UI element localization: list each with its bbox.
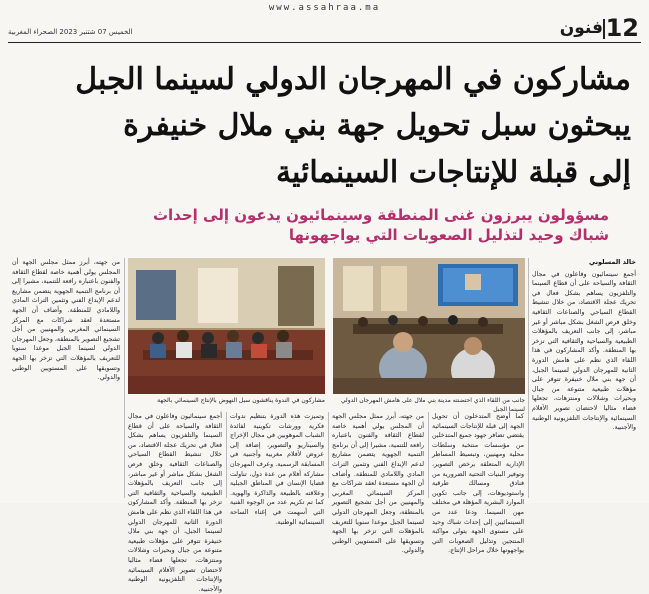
column-text: من جهته، أبرز ممثل مجلس الجهة أن المجلس يولي أهمية خاصة لقطاع الثقافة والفنون باعتباره رافعة للتنمية، مشيرا إلى أن برنامج التنمية الجهوية يتضمن مشاريع لدعم الإبداع الفني وتثمين التراث المادي واللامادي للمنطقة. وأضاف أن الجهة مستعدة لعقد شراكات مع المركز السينمائي المغربي والمهنيين من أجل تشجيع التصوير بالمنطقة، وجعل المهرجان الدولي لسينما الجبل موعدا سنويا للتعريف بالمؤهلات التي تزخر بها الجهة وتسويقها على المستويين الوطني والدولي. bbox=[12, 259, 120, 382]
photo-caption-2: مشاركون في الندوة يناقشون سبل النهوض بالإنتاج السينمائي بالجهة bbox=[157, 397, 325, 404]
column-divider bbox=[226, 412, 227, 498]
date-line: الخميس 07 شتنبر 2023 الصحراء المغربية bbox=[8, 28, 133, 36]
headline-line-2: يبحثون سبل تحويل جهة بني ملال خنيفرة bbox=[123, 108, 631, 143]
photo-conference-right bbox=[333, 258, 525, 394]
headline-line-1: مشاركون في المهرجان الدولي لسينما الجبل bbox=[75, 62, 631, 97]
article-column-1 bbox=[532, 258, 636, 498]
header-divider bbox=[603, 19, 605, 39]
article-column-5 bbox=[128, 412, 222, 593]
site-url: www.assahraa.ma bbox=[268, 3, 381, 13]
column-text: من جهته، أبرز ممثل مجلس الجهة أن المجلس يولي أهمية خاصة لقطاع الثقافة والفنون باعتباره رافعة للتنمية، مشيرا إلى أن برنامج التنمية الجهوية يتضمن مشاريع لدعم الإبداع الفني وتثمين التراث المادي واللامادي للمنطقة. وأضاف أن الجهة مستعدة لعقد شراكات مع المركز السينمائي المغربي والمهنيين من أجل تشجيع التصوير بالمنطقة، وجعل المهرجان الدولي لسينما الجبل موعدا سنويا للتعريف بالمؤهلات التي تزخر بها الجهة وتسويقها على المستويين الوطني والدولي. bbox=[332, 413, 424, 555]
section-title: فنون bbox=[559, 18, 603, 38]
article-column-4 bbox=[230, 412, 324, 526]
byline: خالد المسلوني bbox=[589, 258, 636, 266]
column-text: وتميزت هذه الدورة بتنظيم ندوات فكرية وورشات تكوينية لفائدة الشباب الموهوبين في مجال الإخراج والسيناريو والتصوير، إضافة إلى عروض لأفلام مغربية وأجنبية في المسابقة الرسمية. وعرف المهرجان مشاركة أفلام من عدة دول، تناولت قضايا الإنسان في المناطق الجبلية وعلاقته بالطبيعة والذاكرة والهوية. كما تم تكريم عدد من الوجوه الفنية التي أسهمت في إغناء الساحة السينمائية الوطنية. bbox=[230, 413, 324, 526]
column-divider bbox=[528, 258, 529, 498]
article-column-2 bbox=[432, 412, 524, 555]
headline-line-3: إلى قبلة للإنتاجات السينمائية bbox=[275, 155, 631, 190]
column-divider bbox=[124, 258, 125, 498]
column-divider bbox=[328, 412, 329, 498]
article-column-6 bbox=[12, 258, 120, 498]
photo-conference-left bbox=[128, 258, 325, 394]
article-column-3 bbox=[332, 412, 424, 555]
column-divider bbox=[428, 412, 429, 498]
page-header bbox=[8, 14, 641, 43]
column-text: أجمع سينمائيون وفاعلون في مجال الثقافة والسياحة على أن قطاع السينما والتلفزيون يساهم بشكل فعال في تحريك عجلة الاقتصاد، من خلال تنشيط القطاع السياحي والصناعات الثقافية وخلق فرص الشغل بشكل مباشر أو غير مباشر، إلى جانب التعريف بالمؤهلات الطبيعية والسياحية والثقافية التي تزخر بها المنطقة. وأكد المشاركون في هذا اللقاء الذي نظم على هامش الدورة الثانية للمهرجان الدولي لسينما الجبل، أن جهة بني ملال خنيفرة تتوفر على مؤهلات طبيعية متنوعة من جبال وبحيرات وشلالات ومنتزهات، تجعلها فضاء مثاليا لاحتضان تصوير الأفلام السينمائية والإنتاجات التلفزيونية الوطنية والأجنبية. bbox=[128, 413, 222, 593]
subheadline-line-2: شباك وحيد لتذليل الصعوبات التي يواجهونها bbox=[288, 226, 609, 244]
page-number: 12 bbox=[605, 14, 639, 42]
column-text: أجمع سينمائيون وفاعلون في مجال الثقافة والسياحة على أن قطاع السينما والتلفزيون يساهم بشكل فعال في تحريك عجلة الاقتصاد، من خلال تنشيط القطاع السياحي والصناعات الثقافية وخلق فرص الشغل بشكل مباشر أو غير مباشر، إلى جانب التعريف بالمؤهلات الطبيعية والسياحية والثقافية التي تزخر بها المنطقة. وأكد المشاركون في هذا اللقاء الذي نظم على هامش الدورة الثانية للمهرجان الدولي لسينما الجبل، أن جهة بني ملال خنيفرة تتوفر على مؤهلات طبيعية متنوعة من جبال وبحيرات وشلالات ومنتزهات، تجعلها فضاء مثاليا لاحتضان تصوير الأفلام السينمائية والإنتاجات التلفزيونية الوطنية والأجنبية. bbox=[532, 270, 636, 432]
column-text: كما أوضح المتدخلون أن تحويل الجهة إلى قبلة للإنتاجات السينمائية يقتضي تضافر جهود جميع المتدخلين من مؤسسات منتخبة وسلطات محلية ومهنيين، وتبسيط المساطر الإدارية المتعلقة برخص التصوير، وتوفير البنيات التحتية الضرورية من فنادق ومسالك طرقية واستوديوهات، إلى جانب تكوين الموارد البشرية المؤهلة في مختلف مهن السينما. ودعا عدد من السينمائيين إلى إحداث شباك وحيد على مستوى الجهة يتولى مواكبة المنتجين وتذليل الصعوبات التي يواجهونها خلال مراحل الإنتاج. bbox=[432, 413, 524, 555]
subheadline-line-1: مسؤولون يبرزون غنى المنطقة وسينمائيون يدعون إلى إحداث bbox=[152, 206, 609, 224]
photo-caption-1: جانب من اللقاء الذي احتضنته مدينة بني ملال على هامش المهرجان الدولي لسينما الجبل bbox=[340, 397, 525, 413]
